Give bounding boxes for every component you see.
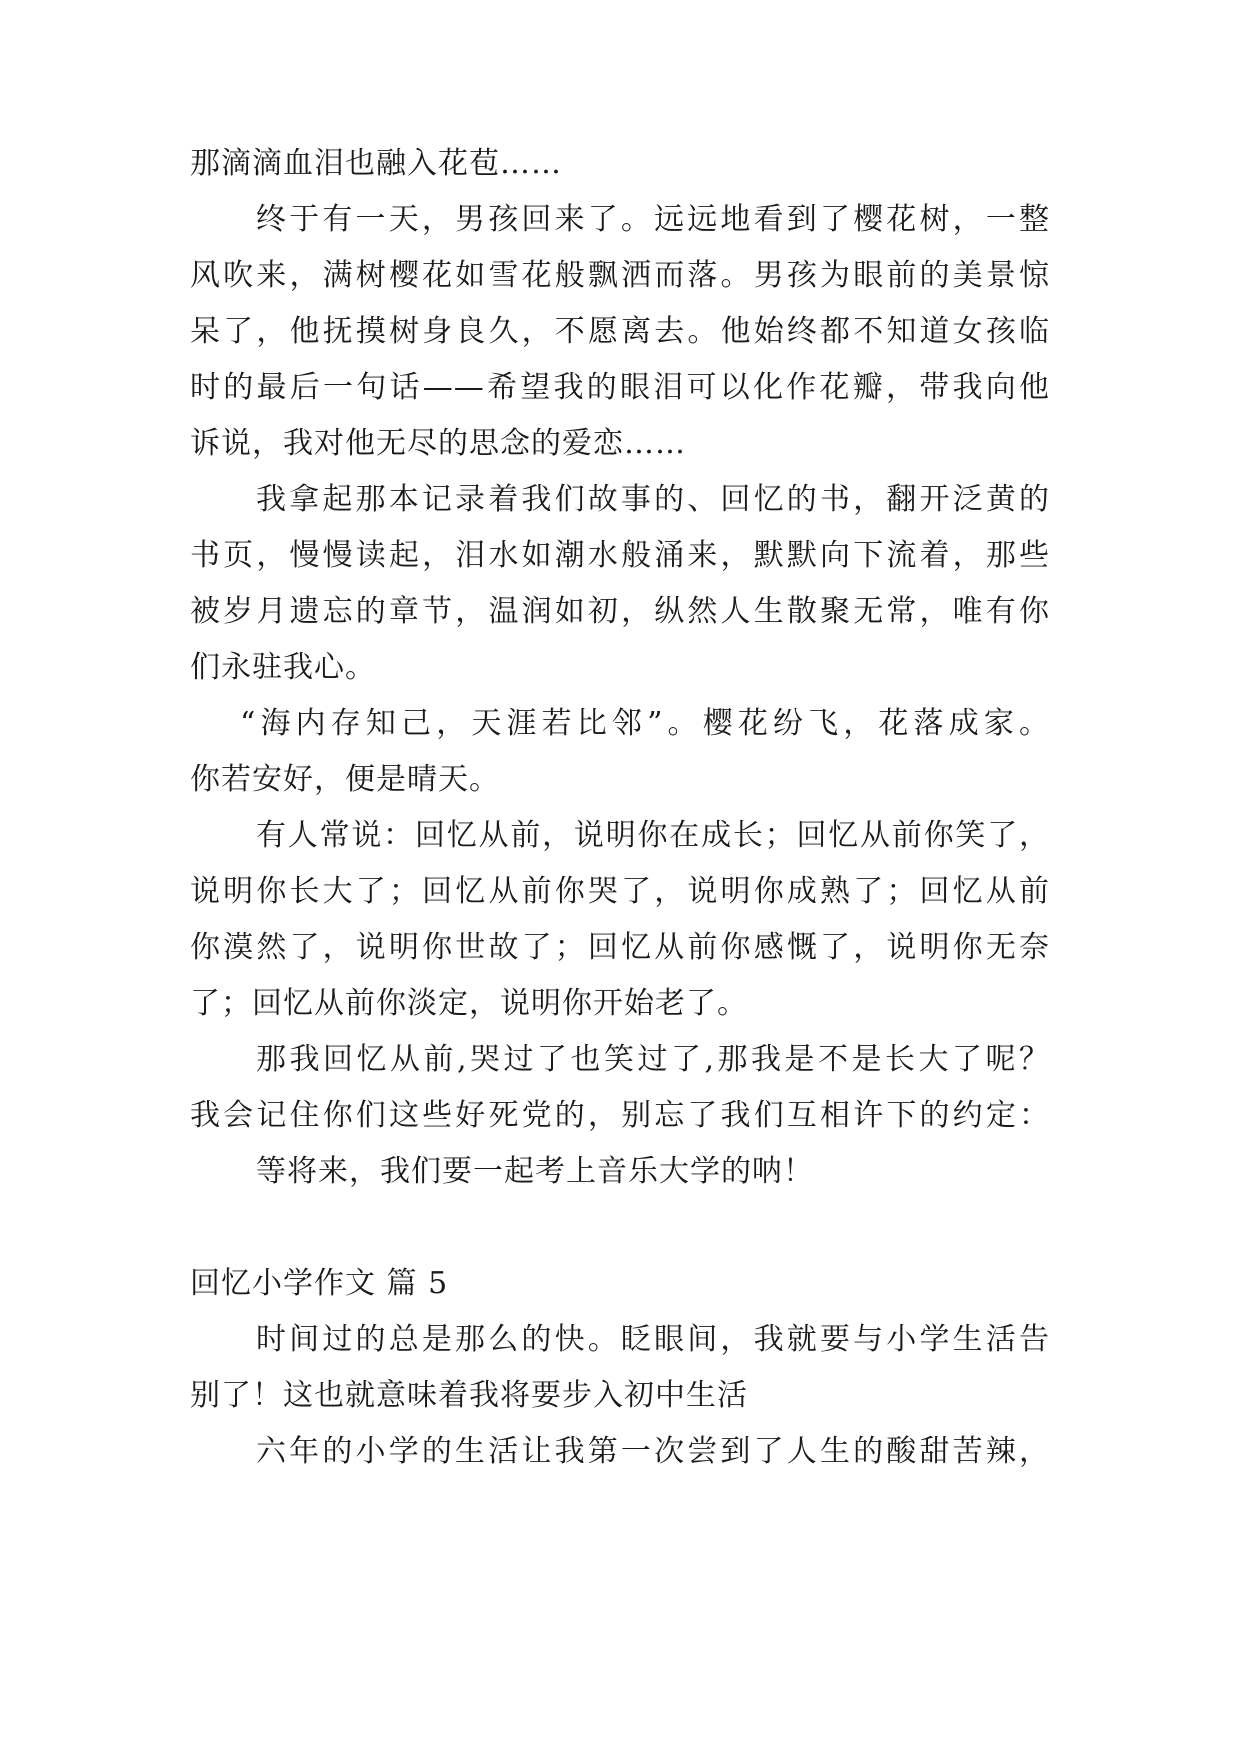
text-line: 了；回忆从前你淡定，说明你开始老了。 bbox=[190, 986, 748, 1021]
text-line: 有人常说：回忆从前，说明你在成长；回忆从前你笑了， bbox=[256, 818, 1050, 853]
text-line: 那滴滴血泪也融入花苞…… bbox=[190, 146, 562, 181]
text-line: “海内存知己，天涯若比邻”。樱花纷飞，花落成家。 bbox=[240, 706, 1050, 741]
text-line: 呆了，他抚摸树身良久，不愿离去。他始终都不知道女孩临 bbox=[190, 314, 1050, 349]
text-line: 我拿起那本记录着我们故事的、回忆的书，翻开泛黄的 bbox=[256, 482, 1050, 517]
text-line: 书页，慢慢读起，泪水如潮水般涌来，默默向下流着，那些 bbox=[190, 538, 1050, 573]
section-heading: 回忆小学作文 篇 5 bbox=[190, 1266, 449, 1301]
text-line: 别了！这也就意味着我将要步入初中生活 bbox=[190, 1378, 748, 1413]
text-line: 说明你长大了；回忆从前你哭了，说明你成熟了；回忆从前 bbox=[190, 874, 1050, 909]
text-line: 等将来，我们要一起考上音乐大学的呐！ bbox=[256, 1154, 814, 1189]
text-line: 被岁月遗忘的章节，温润如初，纵然人生散聚无常，唯有你 bbox=[190, 594, 1050, 629]
text-line: 你若安好，便是晴天。 bbox=[190, 762, 500, 797]
text-line: 我会记住你们这些好死党的，别忘了我们互相许下的约定： bbox=[190, 1098, 1050, 1133]
text-line: 风吹来，满树樱花如雪花般飘洒而落。男孩为眼前的美景惊 bbox=[190, 258, 1050, 293]
text-line: 那我回忆从前,哭过了也笑过了,那我是不是长大了呢？ bbox=[256, 1042, 1050, 1077]
text-line: 时间过的总是那么的快。眨眼间，我就要与小学生活告 bbox=[256, 1322, 1050, 1357]
text-line: 时的最后一句话——希望我的眼泪可以化作花瓣，带我向他 bbox=[190, 370, 1050, 405]
text-line: 六年的小学的生活让我第一次尝到了人生的酸甜苦辣， bbox=[256, 1434, 1050, 1469]
text-line: 们永驻我心。 bbox=[190, 650, 376, 685]
text-line: 诉说，我对他无尽的思念的爱恋…… bbox=[190, 426, 686, 461]
text-line: 你漠然了，说明你世故了；回忆从前你感慨了，说明你无奈 bbox=[190, 930, 1050, 965]
text-line: 终于有一天，男孩回来了。远远地看到了樱花树，一整 bbox=[256, 202, 1050, 237]
